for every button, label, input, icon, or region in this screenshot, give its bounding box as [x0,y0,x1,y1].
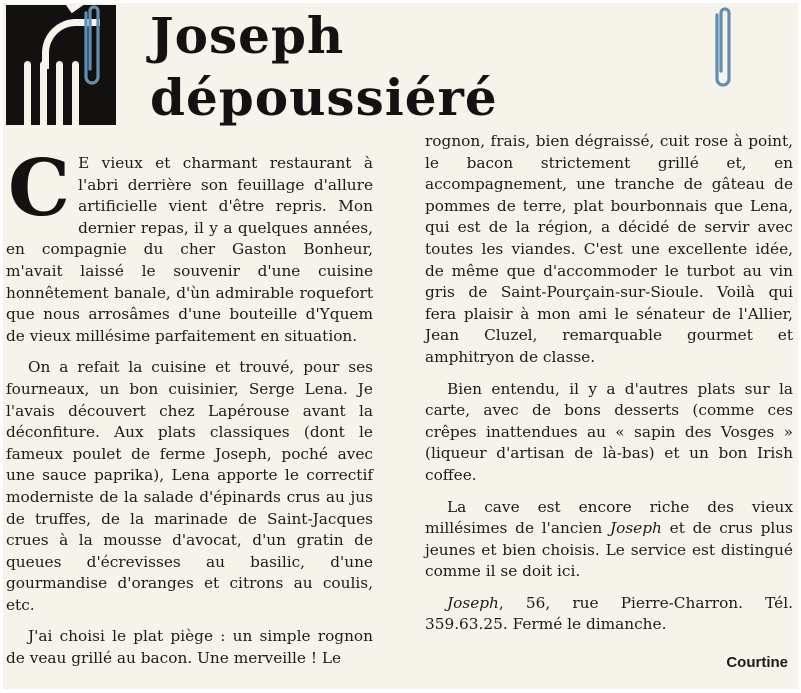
article-column-right [425,131,793,646]
paperclip-icon [81,3,103,95]
drop-cap: C [8,143,71,234]
article-column-left [6,143,373,680]
article-paragraph [425,497,793,583]
article-paragraph: J'ai choisi le plat piège : un simple rognon de veau grillé au bacon. Une merveille ! Le [6,627,373,668]
address-text: , 56, rue Pierre-Charron. Tél. 359.63.25. Fermé le dimanche. [425,593,793,634]
logo-tine [24,61,31,125]
restaurant-name: Joseph [609,519,662,538]
clipping-page [3,3,798,689]
logo-tine [72,61,79,125]
paragraph-text: E vieux et charmant restaurant à l'abri derrière son feuillage d'allure artificielle vient d'être repris. Mon dernier repas, il y a quelques années, en compagnie du cher Gaston Bonheur, m'avait laissé le souvenir d'une cuisine honnêtement banale, d'ùn admirable roquefort que nous arrosâmes d'une bouteille d'Yquem de vieux millésime parfaitement en situation. [6,154,373,345]
logo-tine [56,61,63,125]
headline-line-2: dépoussiéré [150,68,498,127]
article-paragraph: Bien entendu, il y a d'autres plats sur la carte, avec de bons desserts (comme ces crêpes inattendues au « sapin des Vosges » (liqueur d'artisan de là-bas) et un bon Irish coffee. [425,379,793,484]
cave-text-after: et de crus plus jeunes et bien choisis. Le service est distingué comme il se doit ici. [425,519,793,581]
article-paragraph: On a refait la cuisine et trouvé, pour ses fourneaux, un bon cuisinier, Serge Lena. Je l'avais découvert chez Lapérouse avant la déconfiture. Aux plats classiques (dont le fameux poulet de ferme Joseph, poché avec une sauce paprika), Lena apporte le correctif moderniste de la salade d'épinards crus au jus de truffes, de la marinade de Saint-Jacques crues à la mousse d'avocat, d'un gratin de queues d'écrevisses au basilic, d'une gourmandise d'oranges et citrons au coulis, etc. [6,358,373,614]
article-paragraph [6,143,373,347]
article-headline [150,5,498,129]
logo-tine [40,61,47,125]
address-line [425,593,793,636]
headline-line-1: Joseph [150,6,345,65]
author-signature: Courtine [726,654,788,671]
article-paragraph: rognon, frais, bien dégraissé, cuit rose à point, le bacon strictement grillé et, en accompagnement, une tranche de gâteau de pommes de terre, plat bourbonnais que Lena, qui est de la région, a décidé de servir avec toutes les viandes. C'est une excellente idée, de même que d'accommoder le turbot au vin gris de Saint-Pourçain-sur-Sioule. Voilà qui fera plaisir à mon ami le sénateur de l'Allier, Jean Cluzel, remarquable gourmet et amphitryon de classe. [425,132,793,366]
cave-text-before: La cave est encore riche des vieux millésimes de l'ancien [425,497,793,538]
paperclip-icon [712,5,734,97]
restaurant-name: Joseph [447,593,499,612]
